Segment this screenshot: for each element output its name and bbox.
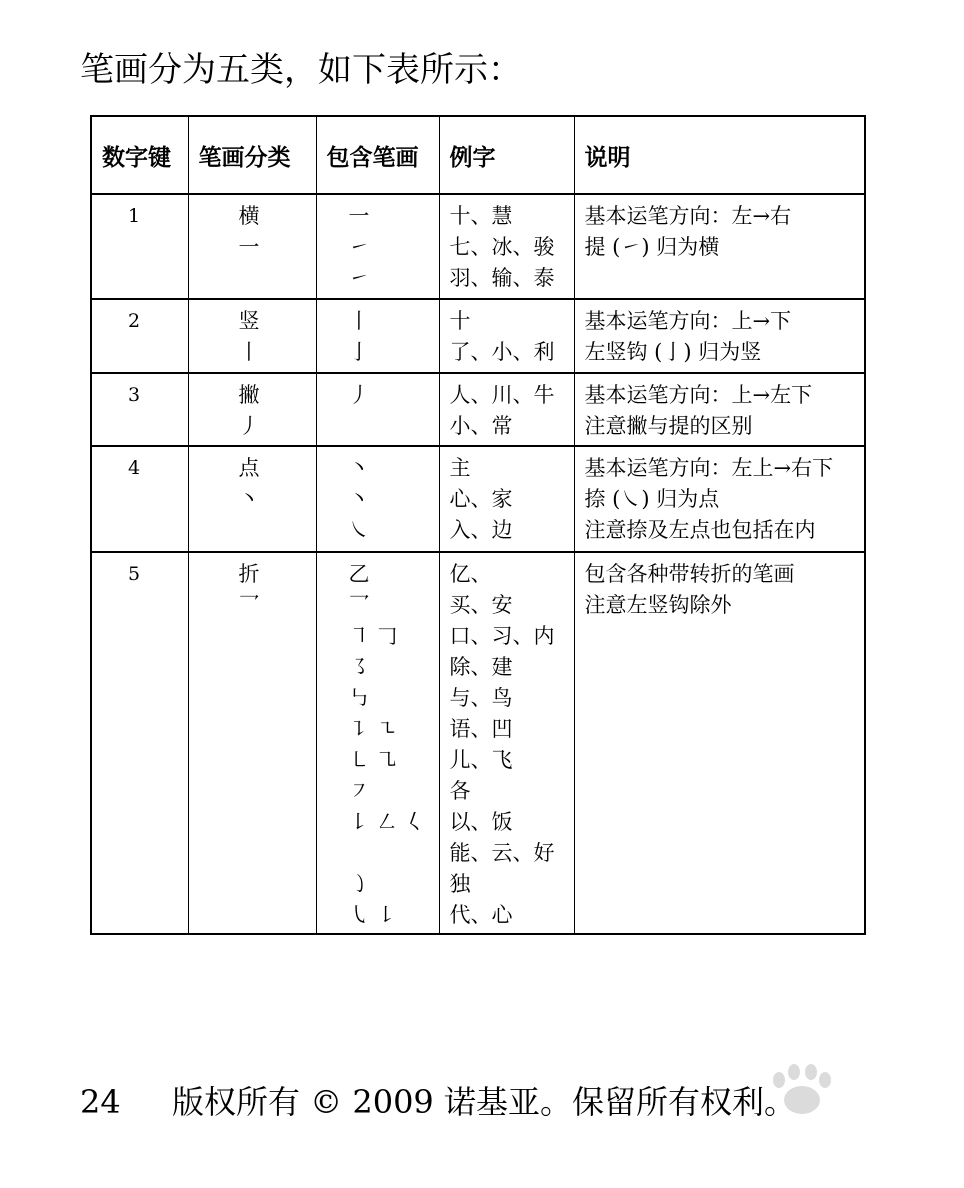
stroke-category-line: 丨 (238, 340, 260, 364)
page-footer (80, 1080, 796, 1124)
description-line: 基本运笔方向：上→左下 (584, 383, 813, 407)
table-header-row (91, 116, 865, 194)
description-cell (574, 552, 865, 934)
stroke-glyph: 丶 (348, 487, 370, 511)
example-line: 儿、飞 (449, 748, 513, 772)
description-line: 左竖钩 (亅) 归为竖 (584, 340, 762, 364)
examples-cell (439, 446, 574, 552)
example-line: 买、安 (449, 593, 513, 617)
included-strokes-cell (316, 299, 439, 373)
description-line: 包含各种带转折的笔画 (584, 562, 795, 586)
example-line: 语、凹 (449, 717, 513, 741)
example-line: 心、家 (449, 487, 513, 511)
stroke-category-line: 乛 (238, 593, 260, 617)
number-key-cell (91, 299, 188, 373)
stroke-glyph: 乙 (348, 562, 370, 586)
header-included-strokes: 包含笔画 (316, 116, 439, 194)
description-line: 提 (㇀) 归为横 (584, 235, 720, 259)
stroke-category-line: 横 (238, 204, 260, 228)
example-line: 除、建 (449, 655, 513, 679)
example-line: 十 (449, 309, 471, 333)
example-line: 与、鸟 (449, 686, 513, 710)
stroke-glyph: 亅 (348, 340, 370, 364)
header-description: 说明 (574, 116, 865, 194)
example-line: 独 (449, 872, 471, 896)
table-row (91, 446, 865, 552)
table-row (91, 299, 865, 373)
example-line: 主 (449, 456, 471, 480)
included-strokes-cell (316, 552, 439, 934)
example-line: 能、云、好 (449, 841, 555, 865)
stroke-glyph: ㇀ (348, 266, 370, 290)
stroke-glyph: ㇌ (348, 655, 370, 679)
number-key-cell (91, 373, 188, 446)
stroke-glyph: ㇙ ㇜ 𡿨 (348, 810, 425, 834)
number-key: 1 (128, 205, 141, 227)
description-cell (574, 194, 865, 299)
stroke-category-cell (188, 373, 316, 446)
example-line: 小、常 (449, 414, 513, 438)
table-row (91, 552, 865, 934)
example-line: 羽、输、泰 (449, 266, 555, 290)
number-key-cell (91, 194, 188, 299)
examples-cell (439, 373, 574, 446)
stroke-category-cell (188, 194, 316, 299)
stroke-category-line: 折 (238, 562, 260, 586)
example-line: 人、川、牛 (449, 383, 555, 407)
stroke-glyph: ㇇ (348, 779, 370, 803)
example-line: 七、冰、骏 (449, 235, 555, 259)
example-line: 十、慧 (449, 204, 513, 228)
stroke-glyph: ㇂ ㇙ (348, 903, 398, 927)
stroke-glyph: 丿 (348, 383, 370, 407)
number-key: 2 (128, 310, 141, 332)
examples-cell (439, 299, 574, 373)
description-line: 注意撇与提的区别 (584, 414, 753, 438)
example-line: 各 (449, 779, 471, 803)
stroke-glyph: ㇀ (348, 235, 370, 259)
included-strokes-cell (316, 446, 439, 552)
stroke-category-line: 丶 (238, 487, 260, 511)
baidu-jingyan-watermark (719, 1050, 909, 1160)
example-line: 代、心 (449, 903, 513, 927)
table-row (91, 194, 865, 299)
stroke-category-cell (188, 552, 316, 934)
stroke-glyph: ㇊ ㇍ (348, 717, 398, 741)
description-line: 注意左竖钩除外 (584, 593, 732, 617)
stroke-glyph: ㇉ (348, 686, 370, 710)
stroke-classification-table (90, 115, 866, 935)
description-cell (574, 446, 865, 552)
stroke-glyph: ㇄ ㇈ (348, 748, 398, 772)
stroke-glyph: 丨 (348, 309, 370, 333)
stroke-glyph: ㇕ 𠃌 (348, 624, 398, 648)
included-strokes-cell (316, 194, 439, 299)
stroke-category-line: 丿 (238, 414, 260, 438)
number-key-cell (91, 446, 188, 552)
page-number: 24 (80, 1083, 121, 1121)
stroke-category-cell (188, 299, 316, 373)
included-strokes-cell (316, 373, 439, 446)
description-line: 捺 (㇏) 归为点 (584, 487, 720, 511)
description-line: 基本运笔方向：左上→右下 (584, 456, 834, 480)
description-line: 注意捺及左点也包括在内 (584, 518, 816, 542)
header-example-characters: 例字 (439, 116, 574, 194)
description-cell (574, 299, 865, 373)
example-line: 以、饭 (449, 810, 513, 834)
stroke-category-line: 竖 (238, 309, 260, 333)
examples-cell (439, 194, 574, 299)
number-key-cell (91, 552, 188, 934)
example-line: 口、习、内 (449, 624, 555, 648)
copyright-text: 版权所有 © 2009 诺基亚。保留所有权利。 (172, 1083, 796, 1121)
number-key: 4 (128, 457, 141, 479)
example-line: 亿、 (449, 562, 492, 586)
number-key: 5 (128, 563, 141, 585)
stroke-glyph (349, 838, 439, 869)
example-line: 入、边 (449, 518, 513, 542)
stroke-glyph: 丶 (348, 456, 370, 480)
description-cell (574, 373, 865, 446)
stroke-category-line: 一 (238, 235, 260, 259)
intro-text: 笔画分为五类，如下表所示： (80, 50, 522, 90)
stroke-glyph: ㇁ (348, 872, 370, 896)
stroke-category-line: 撇 (238, 383, 260, 407)
examples-cell (439, 552, 574, 934)
table-row (91, 373, 865, 446)
header-stroke-category: 笔画分类 (188, 116, 316, 194)
header-number-key: 数字键 (91, 116, 188, 194)
stroke-glyph: ㇏ (348, 518, 370, 542)
number-key: 3 (128, 384, 141, 406)
stroke-glyph: 乛 (348, 593, 370, 617)
stroke-category-line: 点 (238, 456, 260, 480)
stroke-category-cell (188, 446, 316, 552)
description-line: 基本运笔方向：左→右 (584, 204, 792, 228)
description-line: 基本运笔方向：上→下 (584, 309, 792, 333)
stroke-glyph: 一 (348, 204, 370, 228)
example-line: 了、小、利 (449, 340, 555, 364)
